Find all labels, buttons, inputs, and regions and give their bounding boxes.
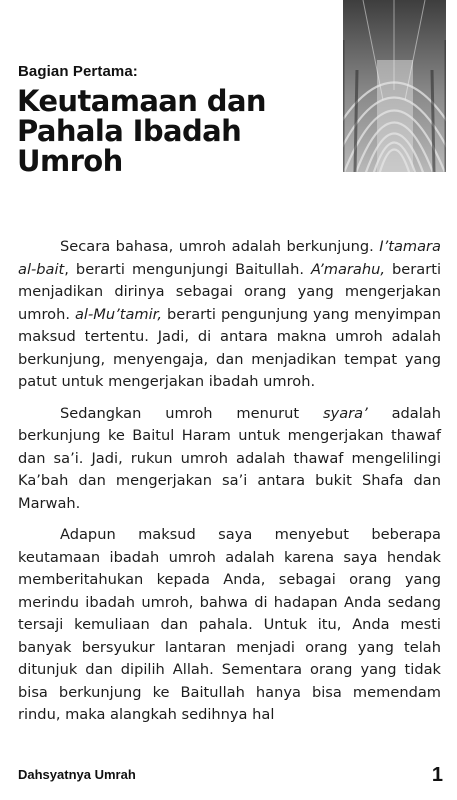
chapter-title [17,86,337,176]
paragraph [18,236,441,394]
italic-term: I’tamara al-bait [18,238,441,278]
section-label: Bagian Pertama: [18,63,138,80]
paragraph: Adapun maksud saya menyebut beberapa keutamaan ibadah umroh adalah karena saya hendak memberitahukan kepada Anda, sebagai orang yang merindu ibadah umroh, bahwa di hadapan Anda sedang tersaji kemuliaan dan pahala. Untuk itu, Anda mesti banyak bersyukur lantaran menjadi orang yang telah ditunjuk dan dipilih Allah. Sementara orang yang tidak bisa berkunjung ke Baitullah hanya bisa memendam rindu, maka alangkah sedihnya hal [18,526,441,723]
text-run: berarti menjadikan dirinya sebagai orang yang mengerjakan umroh. [18,260,441,323]
text-run: Sedangkan umroh menurut [60,404,323,422]
italic-term: syara’ [322,404,368,422]
paragraph [18,403,441,516]
text-run: Secara bahasa, umroh adalah berkunjung. [60,238,380,255]
italic-term: A’marahu, [311,260,385,278]
chapter-title-line: Pahala Ibadah [17,114,242,148]
chapter-title-line: Umroh [17,144,123,178]
text-run: adalah berkunjung ke Baitul Haram untuk mengerjakan thawaf dan sa’i. Jadi, rukun umroh adalah thawaf mengelilingi Ka’bah dan mengerjakan sa’i antara bukit Shafa dan Marwah. [18,404,441,512]
running-footer-title: Dahsyatnya Umrah [18,767,136,782]
body-text [18,236,441,736]
page-number: 1 [431,764,443,786]
text-run: berarti pengunjung yang menyimpan maksud tertentu. Jadi, di antara makna umroh adalah berkunjung, menyengaja, dan menjadikan tempat yang patut untuk mengerjakan ibadah umroh. [18,305,441,390]
text-run: , berarti mengunjungi Baitullah. [64,260,312,278]
arched-colonnade-photo [343,0,446,172]
chapter-title-line: Keutamaan dan [17,84,266,118]
italic-term: al-Mu’tamir, [74,305,162,323]
